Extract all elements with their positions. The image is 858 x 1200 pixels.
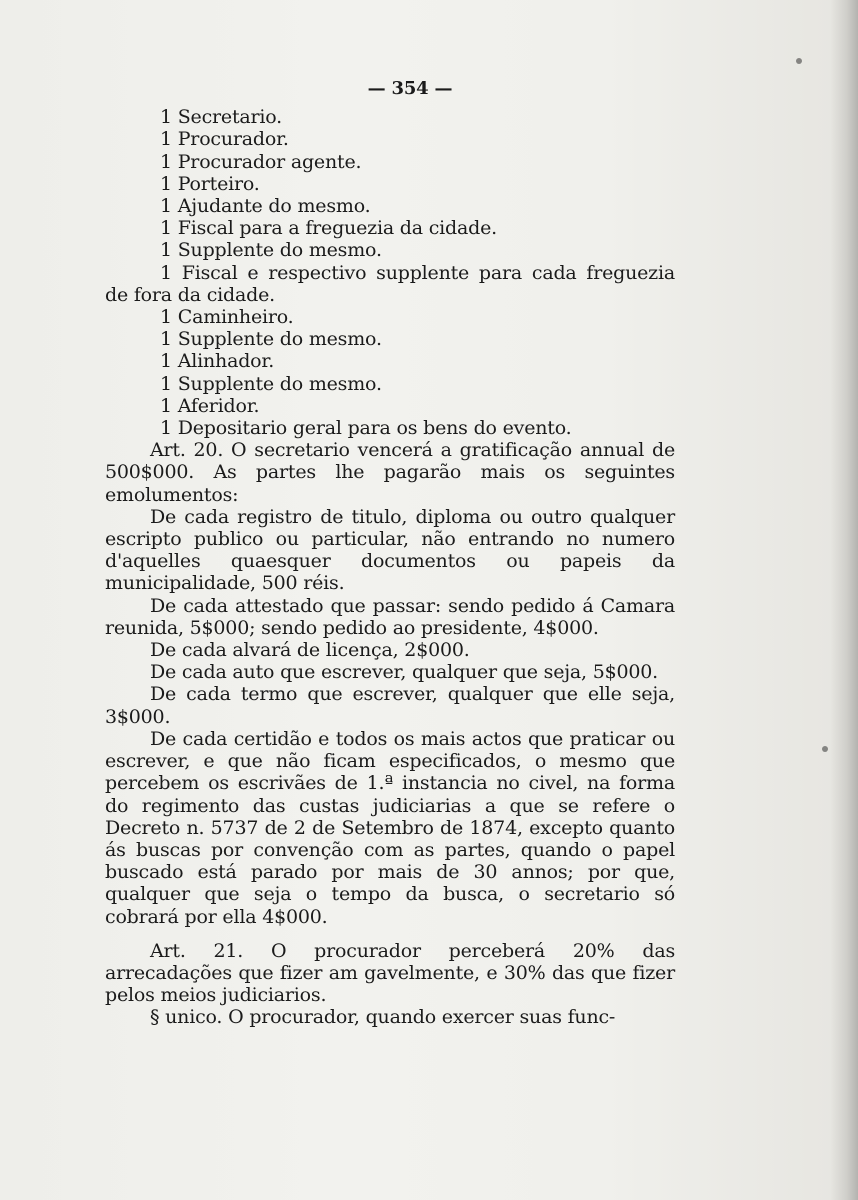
- staff-item: 1 Aferidor.: [160, 394, 260, 417]
- fee-attestado: De cada attestado que passar: sendo pedido á Camara reunida, 5$000; sendo pedido ao presidente, 4$000.: [105, 594, 675, 639]
- staff-item: 1 Supplente do mesmo.: [160, 239, 382, 262]
- article-21: Art. 21. O procurador perceberá 20% das arrecadações que fizer am gavelmente, e 30% das que fizer pelos meios judiciarios.: [105, 939, 675, 1007]
- ink-speck: [822, 746, 828, 752]
- staff-item: 1 Supplente do mesmo.: [160, 372, 382, 395]
- document-body: [105, 78, 675, 1029]
- staff-item: 1 Secretario.: [160, 106, 283, 129]
- fee-termo: De cada termo que escrever, qualquer que elle seja, 3$000.: [105, 683, 675, 728]
- page-edge-shadow: [830, 0, 858, 1200]
- staff-item: 1 Ajudante do mesmo.: [160, 195, 371, 218]
- fee-certidao: De cada certidão e todos os mais actos que praticar ou escrever, e que não ficam especificados, o mesmo que percebem os escrivães de 1.ª instancia no civel, na forma do regimento das custas judiciarias a que se refere o Decreto n. 5737 de 2 de Setembro de 1874, excepto quanto ás buscas por convenção com as partes, quando o papel buscado está parado por mais de 30 annos; por que, qualquer que seja o tempo da busca, o secretario só cobrará por ella 4$000.: [105, 727, 675, 928]
- paragraph-unico: § unico. O procurador, quando exercer suas func-: [150, 1006, 616, 1029]
- article-20: Art. 20. O secretario vencerá a gratificação annual de 500$000. As partes lhe pagarão mais os seguintes emolumentos:: [105, 439, 675, 506]
- staff-item: 1 Procurador agente.: [160, 150, 362, 173]
- staff-item: 1 Procurador.: [160, 128, 289, 151]
- staff-item: 1 Fiscal e respectivo supplente para cada freguezia de fora da cidade.: [105, 261, 675, 306]
- staff-item: 1 Caminheiro.: [160, 306, 294, 329]
- page-number: — 354 —: [367, 78, 453, 99]
- staff-item: 1 Depositario geral para os bens do evento.: [160, 417, 572, 440]
- ink-speck: [796, 58, 802, 64]
- staff-item: 1 Supplente do mesmo.: [160, 328, 382, 351]
- fee-auto: De cada auto que escrever, qualquer que seja, 5$000.: [150, 661, 659, 684]
- staff-item: 1 Fiscal para a freguezia da cidade.: [160, 217, 497, 240]
- staff-list: [105, 106, 675, 439]
- staff-item: 1 Porteiro.: [160, 172, 260, 195]
- fee-alvara: De cada alvará de licença, 2$000.: [150, 639, 470, 662]
- fee-registro: De cada registro de titulo, diploma ou outro qualquer escripto publico ou particular, não entrando no numero d'aquelles quaesquer documentos ou papeis da municipalidade, 500 réis.: [105, 505, 675, 595]
- staff-item: 1 Alinhador.: [160, 350, 275, 373]
